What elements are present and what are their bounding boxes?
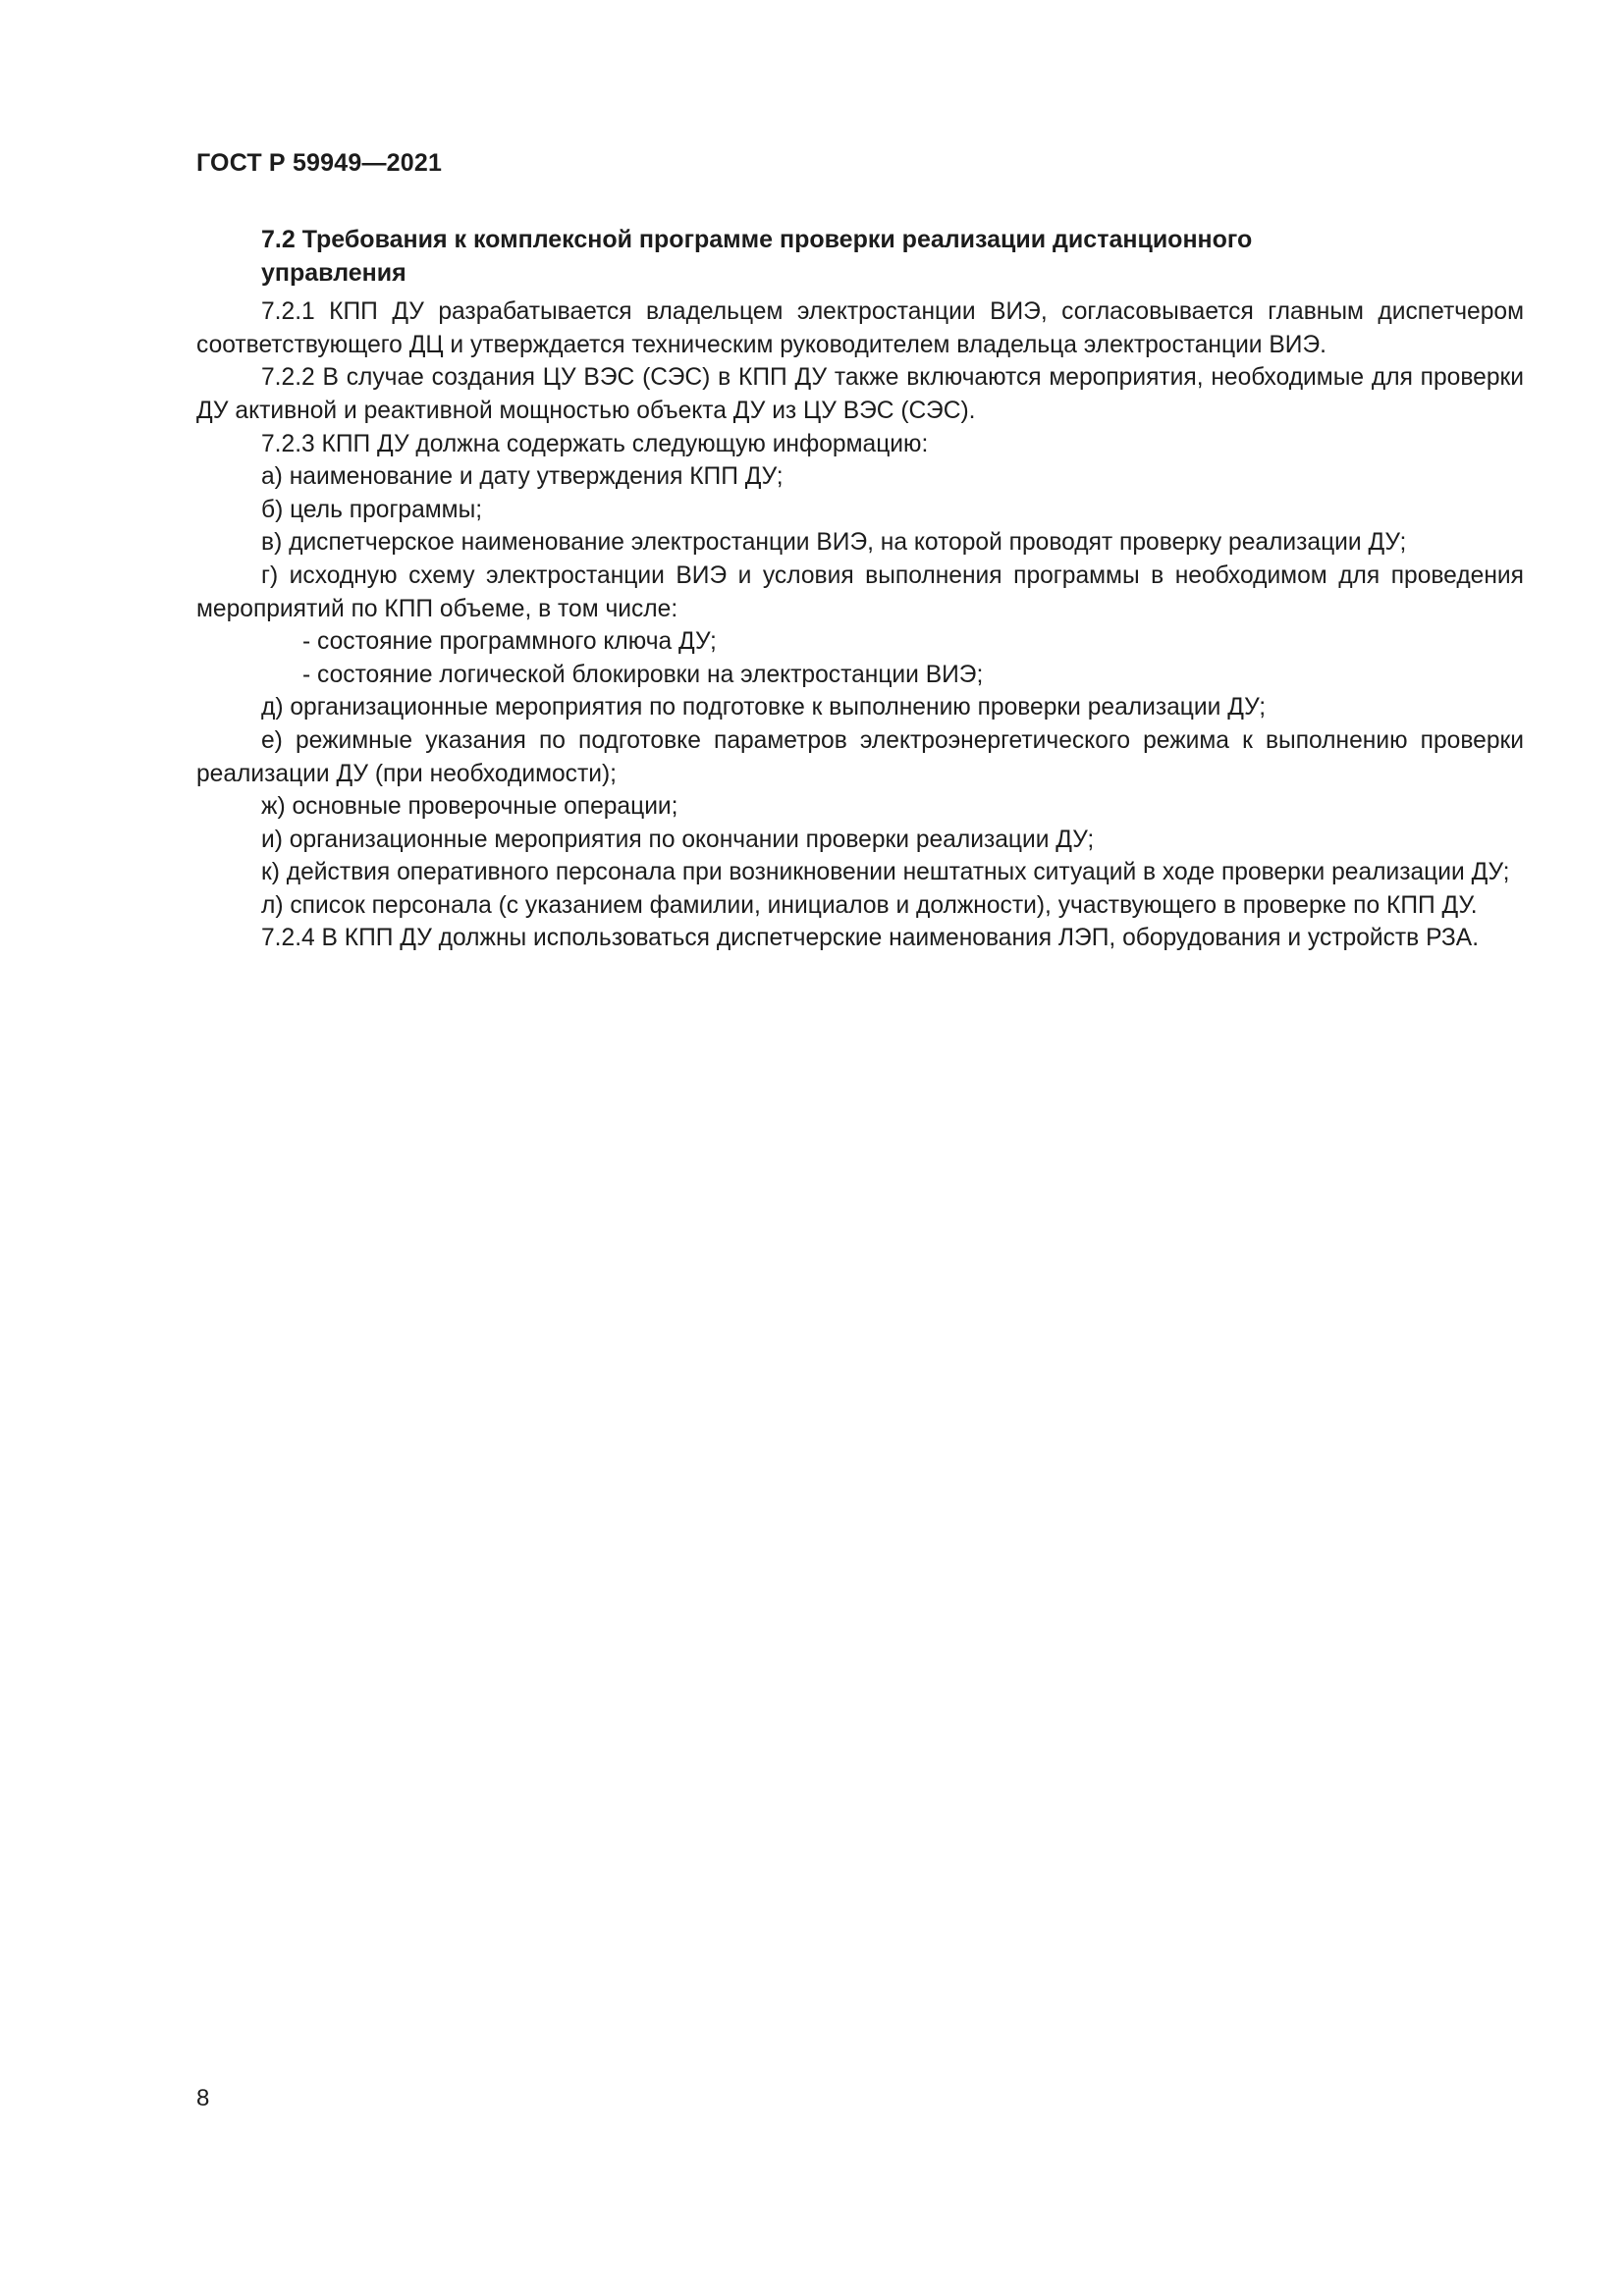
list-item-e: е) режимные указания по подготовке параметров электроэнергетического режима к выполнению проверки реализации ДУ (при необходимости);	[196, 726, 1524, 787]
paragraph-7-2-3: 7.2.3 КПП ДУ должна содержать следующую информацию:	[261, 430, 929, 457]
page-number: 8	[196, 2085, 210, 2111]
dash-item-key: - состояние программного ключа ДУ;	[302, 628, 717, 656]
list-item-d: д) организационные мероприятия по подготовке к выполнению проверки реализации ДУ;	[261, 694, 1267, 721]
paragraph-7-2-2: 7.2.2 В случае создания ЦУ ВЭС (СЭС) в КПП ДУ также включаются мероприятия, необходимые для проверки ДУ активной и реактивной мощностью объекта ДУ из ЦУ ВЭС (СЭС).	[196, 364, 1524, 424]
paragraph-7-2-1: 7.2.1 КПП ДУ разрабатывается владельцем электростанции ВИЭ, согласовывается главным диспетчером соответствующего ДЦ и утверждается техническим руководителем владельца электростанции ВИЭ.	[196, 298, 1524, 358]
list-item-k: к) действия оперативного персонала при возникновении нештатных ситуаций в ходе проверки реализации ДУ;	[261, 859, 1510, 886]
section-title-line-2: управления	[261, 258, 406, 287]
section-title	[196, 224, 1524, 290]
list-item-v: в) диспетчерское наименование электростанции ВИЭ, на которой проводят проверку реализации ДУ;	[261, 529, 1407, 557]
paragraph-7-2-4: 7.2.4 В КПП ДУ должны использоваться диспетчерские наименования ЛЭП, оборудования и устройств РЗА.	[261, 925, 1480, 952]
section-title-line-1: 7.2 Требования к комплексной программе проверки реализации дистанционного	[261, 226, 1253, 253]
list-item-a: а) наименование и дату утверждения КПП ДУ;	[261, 463, 784, 491]
list-item-zh: ж) основные проверочные операции;	[261, 793, 678, 821]
list-item-l: л) список персонала (с указанием фамилии, инициалов и должности), участвующего в проверке по КПП ДУ.	[261, 891, 1478, 919]
list-item-i: и) организационные мероприятия по окончании проверки реализации ДУ;	[261, 826, 1095, 853]
document-body	[196, 224, 1524, 955]
list-item-b: б) цель программы;	[261, 496, 483, 523]
dash-item-lock: - состояние логической блокировки на электростанции ВИЭ;	[302, 661, 984, 688]
list-item-g: г) исходную схему электростанции ВИЭ и условия выполнения программы в необходимом для проведения мероприятий по КПП объеме, в том числе:	[196, 561, 1524, 622]
document-header: ГОСТ Р 59949—2021	[196, 149, 443, 177]
